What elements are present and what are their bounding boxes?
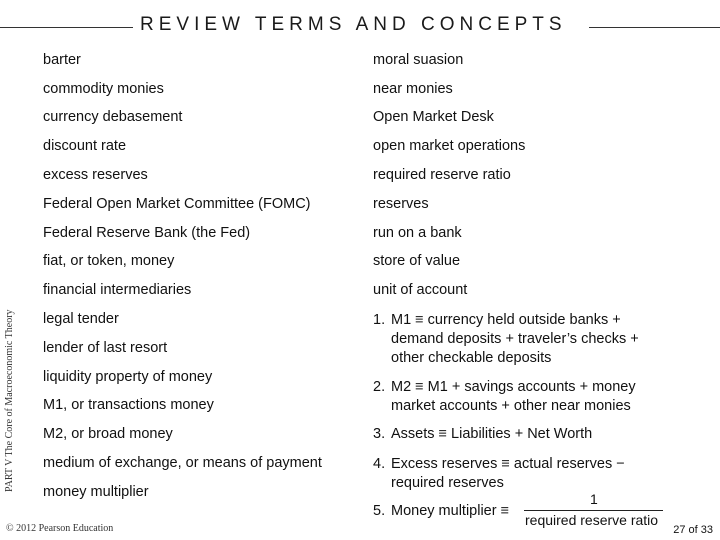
term-item: moral suasion — [373, 52, 464, 68]
term-item: M1, or transactions money — [43, 397, 214, 413]
term-item: financial intermediaries — [43, 282, 192, 298]
equation-3 — [373, 426, 592, 442]
equation-1 — [373, 311, 639, 368]
equation-number: 2. — [373, 379, 386, 395]
equation-line: market accounts + other near monies — [391, 398, 631, 414]
equation-line: other checkable deposits — [391, 350, 552, 366]
term-item: barter — [43, 52, 81, 68]
fraction-numerator: 1 — [590, 491, 598, 507]
page-title: REVIEW TERMS AND CONCEPTS — [140, 14, 567, 35]
term-item: reserves — [373, 196, 429, 212]
part-label: PART V The Core of Macroeconomic Theory — [4, 309, 15, 492]
title-rule-left — [0, 27, 133, 28]
equation-line: Assets ≡ Liabilities + Net Worth — [391, 426, 593, 442]
equation-5 — [373, 503, 509, 519]
term-item: open market operations — [373, 138, 526, 154]
term-item: money multiplier — [43, 484, 149, 500]
term-item: M2, or broad money — [43, 426, 173, 442]
term-item: legal tender — [43, 311, 119, 327]
term-item: near monies — [373, 81, 453, 97]
term-item: currency debasement — [43, 109, 183, 125]
equation-number: 4. — [373, 456, 386, 472]
fraction-denominator: required reserve ratio — [525, 512, 659, 528]
title-rule-right — [589, 27, 720, 28]
equation-line: Excess reserves ≡ actual reserves − — [391, 456, 625, 472]
term-item: run on a bank — [373, 225, 462, 241]
equation-line: Money multiplier ≡ — [391, 503, 510, 519]
fraction-bar — [524, 510, 663, 511]
equation-2 — [373, 378, 636, 416]
term-item: fiat, or token, money — [43, 253, 175, 269]
term-item: Open Market Desk — [373, 109, 494, 125]
term-item: required reserve ratio — [373, 167, 511, 183]
term-item: discount rate — [43, 138, 127, 154]
equation-line: demand deposits + traveler’s checks + — [391, 331, 639, 347]
copyright-footer: © 2012 Pearson Education — [6, 523, 114, 534]
term-item: excess reserves — [43, 167, 148, 183]
equation-number: 1. — [373, 312, 386, 328]
term-item: store of value — [373, 253, 461, 269]
equation-4 — [373, 455, 625, 493]
term-item: commodity monies — [43, 81, 164, 97]
term-item: unit of account — [373, 282, 468, 298]
term-item: medium of exchange, or means of payment — [43, 455, 322, 471]
equation-line: M1 ≡ currency held outside banks + — [391, 312, 621, 328]
term-item: Federal Open Market Committee (FOMC) — [43, 196, 311, 212]
equation-line: M2 ≡ M1 + savings accounts + money — [391, 379, 636, 395]
page-number: 27 of 33 — [673, 524, 713, 536]
term-item: liquidity property of money — [43, 369, 213, 385]
term-item: lender of last resort — [43, 340, 168, 356]
equation-number: 3. — [373, 426, 386, 442]
term-item: Federal Reserve Bank (the Fed) — [43, 225, 251, 241]
equation-line: required reserves — [391, 475, 504, 491]
equation-number: 5. — [373, 503, 386, 519]
